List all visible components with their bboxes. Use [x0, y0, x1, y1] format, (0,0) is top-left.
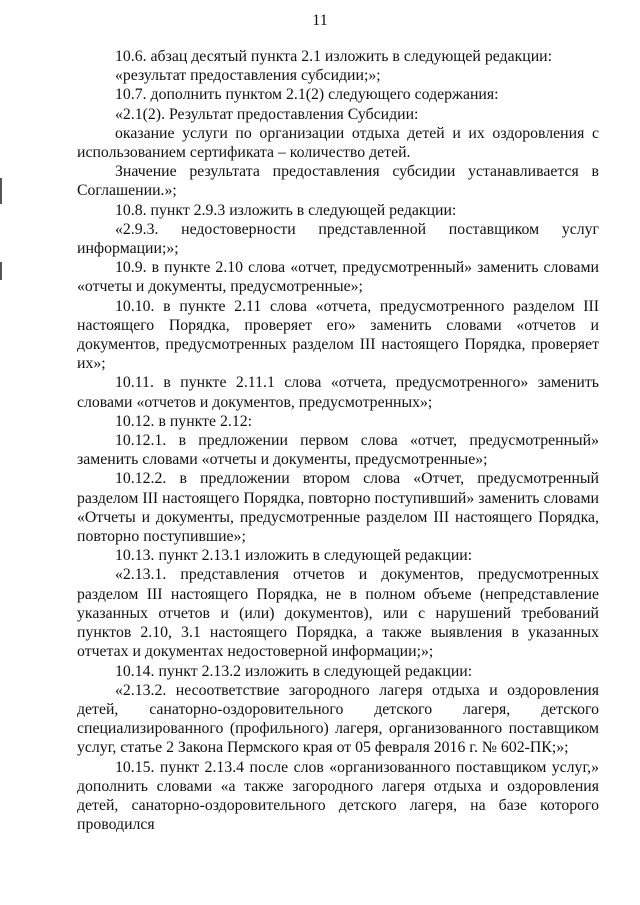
paragraph-10-11: 10.11. в пункте 2.11.1 слова «отчета, предусмотренного» заменить словами «отчетов и документов, предусмотренных»;: [77, 374, 599, 411]
paragraph-10-12-1: 10.12.1. в предложении первом слова «отчет, предусмотренный» заменить словами «отчеты и документы, предусмотренные»;: [77, 432, 599, 469]
paragraph-2-1-2: «2.1(2). Результат предоставления Субсидии:: [115, 105, 419, 123]
paragraph-result-value: Значение результата предоставления субсидии устанавливается в Соглашении.»;: [77, 163, 599, 200]
paragraph-10-12-2: 10.12.2. в предложении втором слова «Отчет, предусмотренный разделом III настоящего Порядка, повторно поступивший» заменить словами «Отчеты и документы, предусмотренные разделом III настоящего Порядка, повторно поступившие»;: [77, 470, 599, 546]
scan-edge-mark: [0, 178, 2, 204]
scan-edge-mark: [0, 262, 2, 280]
paragraph-10-9: 10.9. в пункте 2.10 слова «отчет, предусмотренный» заменить словами «отчеты и документы, предусмотренные»;: [77, 259, 599, 296]
paragraph-10-6: 10.6. абзац десятый пункта 2.1 изложить в следующей редакции:: [115, 48, 553, 65]
paragraph-10-15: 10.15. пункт 2.13.4 после слов «организованного поставщиком услуг,» дополнить словами «а также загородного лагеря отдыха и оздоровления детей, санаторно-оздоровительного детского лагеря, на базе которого проводился: [77, 758, 599, 834]
paragraph-service: оказание услуги по организации отдыха детей и их оздоровления с использованием сертификата – количество детей.: [77, 124, 599, 162]
page-number: 11: [312, 12, 328, 29]
paragraph-10-7: 10.7. дополнить пунктом 2.1(2) следующего содержания:: [115, 86, 499, 104]
paragraph-10-13: 10.13. пункт 2.13.1 изложить в следующей редакции:: [115, 547, 473, 565]
paragraph-10-10: 10.10. в пункте 2.11 слова «отчета, предусмотренного разделом III настоящего Порядка, проверяет его» заменить словами «отчетов и документов, предусмотренных разделом III настоящего Порядка, проверяет их»;: [77, 297, 599, 373]
paragraph-2-9-3: «2.9.3. недостоверности представленной поставщиком услуг информации;»;: [77, 220, 599, 258]
document-body: [77, 47, 599, 834]
paragraph-2-13-2: «2.13.2. несоответствие загородного лагеря отдыха и оздоровления детей, санаторно-оздоровительного детского лагеря, детского специализированного (профильного) лагеря, организованного поставщиком услуг, статье 2 Закона Пермского края от 05 февраля 2016 г. № 602-ПК;»;: [77, 681, 599, 757]
paragraph-10-8: 10.8. пункт 2.9.3 изложить в следующей редакции:: [115, 201, 457, 219]
paragraph-10-6-text: «результат предоставления субсидии;»;: [115, 67, 381, 85]
paragraph-2-13-1: «2.13.1. представления отчетов и документов, предусмотренных разделом III настоящего Порядка, не в полном объеме (непредставление указанных отчетов и (или) документов), или с нарушений требований пунктов 2.10, 3.1 настоящего Порядка, а также выявления в указанных отчетах и документах недостоверной информации;»;: [77, 566, 599, 661]
paragraph-10-14: 10.14. пункт 2.13.2 изложить в следующей редакции:: [115, 662, 473, 680]
paragraph-10-12: 10.12. в пункте 2.12:: [115, 412, 253, 430]
